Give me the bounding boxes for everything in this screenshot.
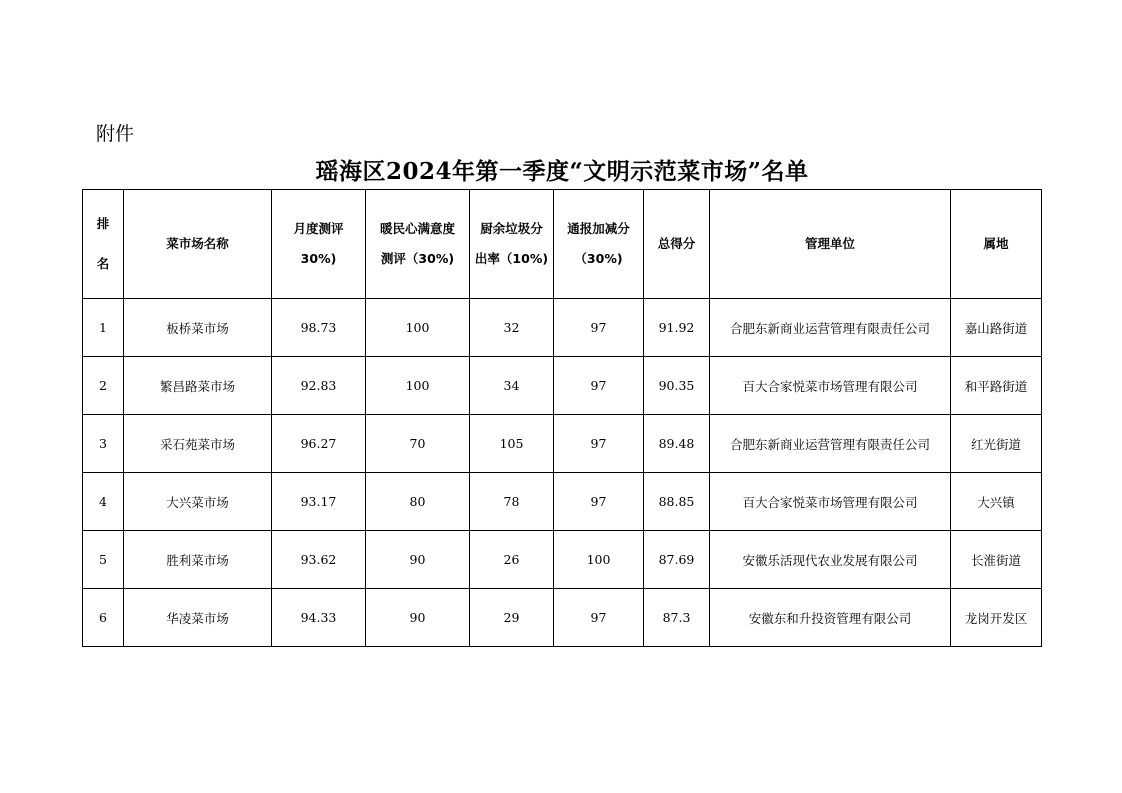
- cell-management-unit: 百大合家悦菜市场管理有限公司: [710, 473, 951, 531]
- header-monthly-score: [272, 190, 366, 299]
- cell-satisfaction-score: 100: [366, 299, 470, 357]
- cell-total-score: 88.85: [644, 473, 710, 531]
- cell-management-unit: 安徽乐活现代农业发展有限公司: [710, 531, 951, 589]
- header-rank: [83, 190, 124, 299]
- document-title: 瑶海区2024年第一季度“文明示范菜市场”名单: [315, 158, 809, 185]
- cell-management-unit: 安徽东和升投资管理有限公司: [710, 589, 951, 647]
- cell-report-adjustment: 97: [554, 415, 644, 473]
- cell-waste-rate: 29: [470, 589, 554, 647]
- cell-total-score: 91.92: [644, 299, 710, 357]
- cell-location: 大兴镇: [951, 473, 1042, 531]
- cell-total-score: 89.48: [644, 415, 710, 473]
- cell-monthly-score: 96.27: [272, 415, 366, 473]
- cell-location: 嘉山路街道: [951, 299, 1042, 357]
- cell-satisfaction-score: 80: [366, 473, 470, 531]
- cell-market-name: 华凌菜市场: [124, 589, 272, 647]
- header-satisfaction-line-1: 暖民心满意度: [379, 221, 455, 236]
- cell-report-adjustment: 97: [554, 589, 644, 647]
- header-rank-line-2: 名: [96, 256, 110, 271]
- cell-report-adjustment: 97: [554, 357, 644, 415]
- header-waste-sorting-rate: [470, 190, 554, 299]
- cell-rank: 3: [83, 415, 124, 473]
- header-report-line-1: 通报加减分: [567, 221, 630, 236]
- cell-location: 红光街道: [951, 415, 1042, 473]
- header-report-adjustment: [554, 190, 644, 299]
- attachment-label: 附件: [96, 123, 135, 145]
- table-header-row: [83, 190, 1042, 299]
- table-row: [83, 473, 1042, 531]
- header-waste-line-1: 厨余垃圾分: [480, 221, 543, 236]
- header-report-line-2: （30%): [574, 251, 623, 266]
- cell-market-name: 采石苑菜市场: [124, 415, 272, 473]
- market-ranking-table: [82, 189, 1042, 647]
- cell-satisfaction-score: 90: [366, 589, 470, 647]
- header-monthly-line-1: 月度测评: [293, 221, 344, 236]
- cell-waste-rate: 78: [470, 473, 554, 531]
- cell-location: 长淮街道: [951, 531, 1042, 589]
- header-rank-line-1: 排: [96, 216, 110, 231]
- cell-monthly-score: 93.62: [272, 531, 366, 589]
- header-market-name: 菜市场名称: [124, 190, 272, 299]
- cell-waste-rate: 26: [470, 531, 554, 589]
- header-monthly-line-2: 30%): [300, 251, 337, 266]
- cell-report-adjustment: 100: [554, 531, 644, 589]
- cell-monthly-score: 93.17: [272, 473, 366, 531]
- cell-market-name: 大兴菜市场: [124, 473, 272, 531]
- cell-management-unit: 合肥东新商业运营管理有限责任公司: [710, 415, 951, 473]
- header-location: 属地: [951, 190, 1042, 299]
- cell-location: 龙岗开发区: [951, 589, 1042, 647]
- cell-monthly-score: 92.83: [272, 357, 366, 415]
- header-satisfaction-score: [366, 190, 470, 299]
- header-waste-line-2: 出率（10%): [474, 251, 549, 266]
- cell-monthly-score: 94.33: [272, 589, 366, 647]
- header-management-unit: 管理单位: [710, 190, 951, 299]
- cell-total-score: 87.69: [644, 531, 710, 589]
- cell-market-name: 胜利菜市场: [124, 531, 272, 589]
- cell-waste-rate: 34: [470, 357, 554, 415]
- table-row: [83, 531, 1042, 589]
- cell-satisfaction-score: 90: [366, 531, 470, 589]
- cell-waste-rate: 105: [470, 415, 554, 473]
- table-row: [83, 357, 1042, 415]
- header-satisfaction-line-2: 测评（30%): [380, 251, 455, 266]
- cell-monthly-score: 98.73: [272, 299, 366, 357]
- header-total-score: 总得分: [644, 190, 710, 299]
- cell-report-adjustment: 97: [554, 473, 644, 531]
- cell-rank: 4: [83, 473, 124, 531]
- cell-satisfaction-score: 100: [366, 357, 470, 415]
- cell-rank: 2: [83, 357, 124, 415]
- cell-rank: 6: [83, 589, 124, 647]
- cell-market-name: 板桥菜市场: [124, 299, 272, 357]
- table-row: [83, 299, 1042, 357]
- cell-rank: 1: [83, 299, 124, 357]
- cell-market-name: 繁昌路菜市场: [124, 357, 272, 415]
- table-row: [83, 415, 1042, 473]
- cell-rank: 5: [83, 531, 124, 589]
- cell-waste-rate: 32: [470, 299, 554, 357]
- cell-management-unit: 合肥东新商业运营管理有限责任公司: [710, 299, 951, 357]
- table-row: [83, 589, 1042, 647]
- cell-total-score: 90.35: [644, 357, 710, 415]
- cell-total-score: 87.3: [644, 589, 710, 647]
- cell-management-unit: 百大合家悦菜市场管理有限公司: [710, 357, 951, 415]
- cell-satisfaction-score: 70: [366, 415, 470, 473]
- cell-location: 和平路街道: [951, 357, 1042, 415]
- cell-report-adjustment: 97: [554, 299, 644, 357]
